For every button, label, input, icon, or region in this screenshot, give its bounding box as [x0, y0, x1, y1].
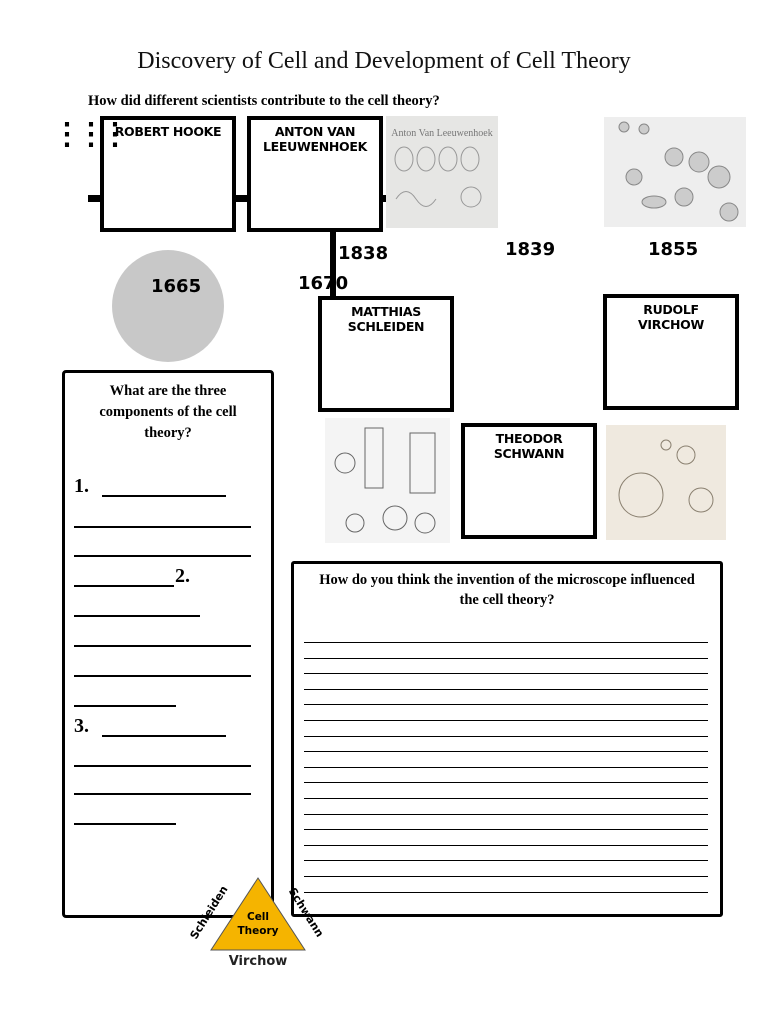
microscope-question: How do you think the invention of the microscope influenced the cell theory?: [319, 572, 695, 608]
hooke-name: ROBERT HOOKE: [114, 124, 222, 139]
triangle-virchow: Virchow: [228, 954, 288, 969]
virchow-box: [603, 294, 739, 410]
schwann-name-2: SCHWANN: [493, 446, 565, 461]
writing-line[interactable]: [304, 720, 708, 721]
writing-line[interactable]: [304, 704, 708, 705]
writing-line[interactable]: [304, 892, 708, 893]
schwann-box: [461, 423, 597, 539]
dots-decoration: ⋮⋮⋮: [52, 118, 124, 151]
writing-line[interactable]: [304, 814, 708, 815]
schwann-name-1: THEODOR: [495, 431, 563, 446]
writing-line[interactable]: [304, 845, 708, 846]
leeuwenhoek-name-1: ANTON VAN: [274, 124, 356, 139]
answer-line[interactable]: [74, 645, 251, 647]
cells-drawing-image: [604, 117, 746, 227]
answer-line[interactable]: [74, 585, 174, 587]
leeuwenhoek-box: [247, 116, 383, 232]
cell-theory-triangle: [188, 872, 328, 977]
writing-line[interactable]: [304, 876, 708, 877]
item-number-2: 2.: [175, 565, 190, 587]
item-number-3: 3.: [74, 715, 89, 737]
writing-line[interactable]: [304, 658, 708, 659]
answer-line[interactable]: [74, 615, 200, 617]
writing-line[interactable]: [304, 642, 708, 643]
triangle-schleiden: Schleiden: [187, 883, 231, 942]
triangle-theory: Theory: [237, 925, 279, 937]
virchow-name-1: RUDOLF: [643, 302, 699, 317]
leeuwenhoek-name-2: LEEUWENHOEK: [263, 139, 367, 154]
microscope-question-box: [291, 561, 723, 917]
writing-line[interactable]: [304, 782, 708, 783]
year-1665: 1665: [151, 276, 202, 297]
answer-line[interactable]: [74, 793, 251, 795]
year-1839: 1839: [505, 239, 556, 260]
schleiden-box: [318, 296, 454, 412]
leeuwenhoek-drawing-image: [386, 116, 498, 228]
answer-line[interactable]: [74, 823, 176, 825]
writing-line[interactable]: [304, 767, 708, 768]
writing-line[interactable]: [304, 673, 708, 674]
animal-cells-image: [606, 425, 726, 540]
writing-line[interactable]: [304, 751, 708, 752]
cork-cells-image: [110, 248, 230, 368]
writing-line[interactable]: [304, 736, 708, 737]
animal-cells-sketch: [606, 425, 726, 540]
answer-line[interactable]: [102, 495, 226, 497]
answer-line[interactable]: [102, 735, 226, 737]
year-1838: 1838: [338, 243, 389, 264]
year-1855: 1855: [648, 239, 699, 260]
writing-line[interactable]: [304, 689, 708, 690]
writing-line[interactable]: [304, 860, 708, 861]
item-number-1: 1.: [74, 475, 89, 497]
cells-sketch: [604, 117, 746, 227]
answer-line[interactable]: [74, 555, 251, 557]
answer-line[interactable]: [74, 526, 251, 528]
top-question: How did different scientists contribute to the cell theory?: [88, 93, 440, 109]
schleiden-name-1: MATTHIAS: [351, 304, 421, 319]
answer-line[interactable]: [74, 765, 251, 767]
triangle-cell: Cell: [246, 911, 270, 923]
triangle-center-text: [236, 910, 280, 938]
year-1670: 1670: [298, 273, 349, 294]
writing-line[interactable]: [304, 798, 708, 799]
answer-line[interactable]: [74, 675, 251, 677]
schleiden-name-2: SCHLEIDEN: [347, 319, 425, 334]
answer-line[interactable]: [74, 705, 176, 707]
plant-cells-sketch: [325, 418, 450, 543]
virchow-name-2: VIRCHOW: [638, 317, 704, 332]
writing-line[interactable]: [304, 829, 708, 830]
components-question: What are the three components of the cell theory?: [99, 383, 237, 441]
page-title: Discovery of Cell and Development of Cell Theory: [137, 48, 631, 74]
triangle-schwann: Schwann: [285, 885, 327, 940]
plant-cells-image: [325, 418, 450, 543]
components-box: [62, 370, 274, 918]
image-caption: Anton Van Leeuwenhoek: [391, 128, 493, 139]
microorganism-sketch: [386, 139, 498, 219]
